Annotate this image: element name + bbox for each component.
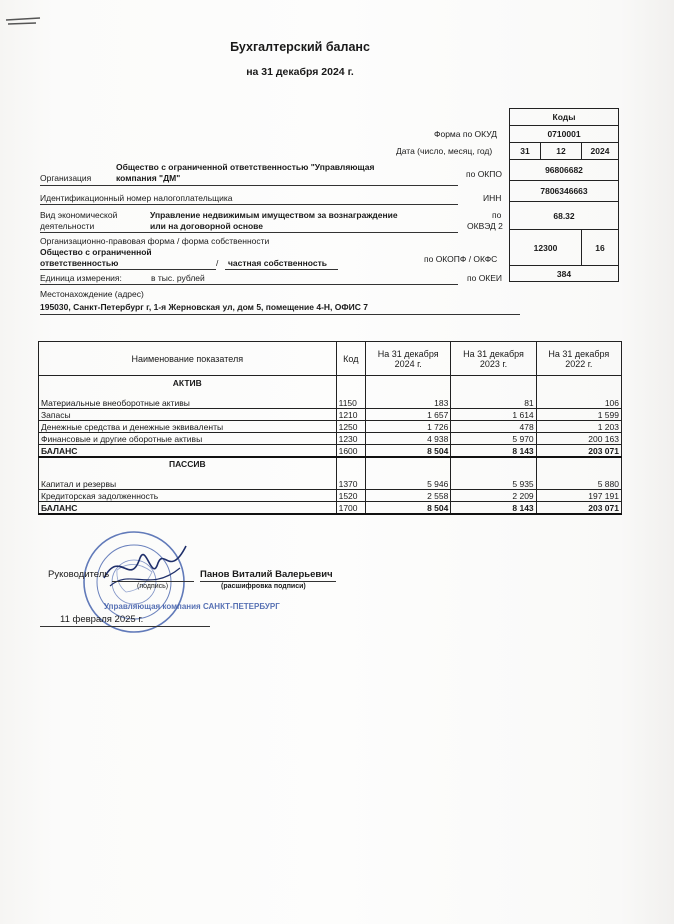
okved-label-2: ОКВЭД 2 <box>467 221 503 231</box>
row-name <box>39 376 337 409</box>
activity-underline <box>40 232 458 233</box>
row-value-2022: 203 071 <box>536 502 621 514</box>
scratch-mark <box>4 14 44 34</box>
row-name: Кредиторская задолженность <box>39 490 337 502</box>
activity-label-2: деятельности <box>40 221 95 231</box>
okved-label-1: по <box>492 210 502 220</box>
row-value-2023: 478 <box>451 421 536 433</box>
unit-value: в тыс. рублей <box>151 273 205 283</box>
row-code: 1150 <box>336 376 365 409</box>
row-value-2023: 1 614 <box>451 409 536 421</box>
okopf-label: по ОКОПФ / ОКФС <box>424 254 498 264</box>
name-caption: (расшифровка подписи) <box>221 583 306 590</box>
header-code: Код <box>336 342 365 376</box>
row-value-2023: 5 970 <box>451 433 536 445</box>
header-name: Наименование показателя <box>39 342 337 376</box>
header-2023: На 31 декабря 2023 г. <box>451 342 536 376</box>
row-value-2022: 203 071 <box>536 445 621 457</box>
row-code: 1520 <box>336 490 365 502</box>
address-underline <box>40 314 520 315</box>
liabilities-section-title: ПАССИВ <box>169 459 206 469</box>
row-value-2022: 1 599 <box>536 409 621 421</box>
sign-date: 11 февраля 2025 г. <box>60 614 144 625</box>
row-name: Запасы <box>39 409 337 421</box>
org-name-line2: компания "ДМ" <box>116 173 181 183</box>
row-value-2022: 200 163 <box>536 433 621 445</box>
okud-label: Форма по ОКУД <box>434 129 497 139</box>
row-value-2023: 5 935 <box>451 457 536 490</box>
head-label: Руководитель <box>48 569 110 580</box>
inn-code-label: ИНН <box>483 193 502 203</box>
row-name: Финансовые и другие оборотные активы <box>39 433 337 445</box>
row-value-2022: 5 880 <box>536 457 621 490</box>
okved-code: 68.32 <box>510 202 619 230</box>
row-value-2024: 1 726 <box>366 421 451 433</box>
date-day: 31 <box>510 143 541 160</box>
row-code: 1230 <box>336 433 365 445</box>
form-underline <box>40 269 216 270</box>
inn-underline <box>40 204 458 205</box>
address-label: Местонахождение (адрес) <box>40 289 144 299</box>
okpo-label: по ОКПО <box>466 169 502 179</box>
form-label: Организационно-правовая форма / форма собственности <box>40 236 270 246</box>
row-value-2024: 1 657 <box>366 409 451 421</box>
row-name: БАЛАНС <box>39 445 337 457</box>
okei-code: 384 <box>510 266 619 282</box>
form-slash: / <box>216 258 219 268</box>
row-name <box>39 457 337 490</box>
row-value-2023: 81 <box>451 376 536 409</box>
row-value-2024: 183 <box>366 376 451 409</box>
date-year: 2024 <box>582 143 619 160</box>
codes-table <box>509 108 619 282</box>
row-value-2022: 197 191 <box>536 490 621 502</box>
unit-label: Единица измерения: <box>40 273 122 283</box>
org-label: Организация <box>40 173 92 183</box>
ownership: частная собственность <box>228 258 327 268</box>
date-code-label: Дата (число, месяц, год) <box>396 146 493 156</box>
okfs-code: 16 <box>582 230 619 266</box>
signature-caption: (подпись) <box>137 583 169 590</box>
unit-underline <box>40 284 458 285</box>
form-line2: ответственностью <box>40 258 119 268</box>
org-name-line1: Общество с ограниченной ответственностью "Управляющая <box>116 162 375 172</box>
codes-header: Коды <box>510 109 619 126</box>
okei-label: по ОКЕИ <box>467 273 503 283</box>
row-name: БАЛАНС <box>39 502 337 514</box>
row-value-2022: 1 203 <box>536 421 621 433</box>
head-name: Панов Виталий Валерьевич <box>200 569 333 580</box>
row-value-2024: 5 946 <box>366 457 451 490</box>
activity-line1: Управление недвижимым имуществом за вознаграждение <box>150 210 398 220</box>
row-value-2024: 8 504 <box>366 445 451 457</box>
stamp-text: Управляющая компания САНКТ-ПЕТЕРБУРГ <box>104 602 280 611</box>
inn-label: Идентификационный номер налогоплательщика <box>40 193 233 203</box>
date-line <box>40 626 210 627</box>
row-value-2024: 4 938 <box>366 433 451 445</box>
row-code: 1210 <box>336 409 365 421</box>
row-code: 1600 <box>336 445 365 457</box>
header-2024: На 31 декабря 2024 г. <box>366 342 451 376</box>
row-label: Материальные внеоборотные активы <box>41 398 190 408</box>
assets-section-title: АКТИВ <box>172 378 202 388</box>
row-code: 1370 <box>336 457 365 490</box>
okud-code: 0710001 <box>510 126 619 143</box>
row-code: 1700 <box>336 502 365 514</box>
row-value-2023: 8 143 <box>451 502 536 514</box>
inn-code: 7806346663 <box>510 181 619 202</box>
name-line <box>200 581 336 582</box>
row-value-2024: 8 504 <box>366 502 451 514</box>
form-line1: Общество с ограниченной <box>40 247 152 257</box>
signature-line <box>112 581 194 582</box>
row-name: Денежные средства и денежные эквиваленты <box>39 421 337 433</box>
row-value-2024: 2 558 <box>366 490 451 502</box>
okopf-code: 12300 <box>510 230 582 266</box>
header-2022: На 31 декабря 2022 г. <box>536 342 621 376</box>
org-underline <box>40 185 458 186</box>
activity-label-1: Вид экономической <box>40 210 118 220</box>
doc-title: Бухгалтерский баланс <box>230 40 370 54</box>
okpo-code: 96806682 <box>510 160 619 181</box>
activity-line2: или на договорной основе <box>150 221 264 231</box>
doc-date: на 31 декабря 2024 г. <box>246 66 354 78</box>
row-value-2022: 106 <box>536 376 621 409</box>
row-label: Капитал и резервы <box>41 479 117 489</box>
row-value-2023: 2 209 <box>451 490 536 502</box>
row-value-2023: 8 143 <box>451 445 536 457</box>
address: 195030, Санкт-Петербург г, 1-я Жерновская ул, дом 5, помещение 4-Н, ОФИС 7 <box>40 302 368 312</box>
date-month: 12 <box>541 143 582 160</box>
balance-table <box>38 341 622 515</box>
ownership-underline <box>225 269 338 270</box>
row-code: 1250 <box>336 421 365 433</box>
